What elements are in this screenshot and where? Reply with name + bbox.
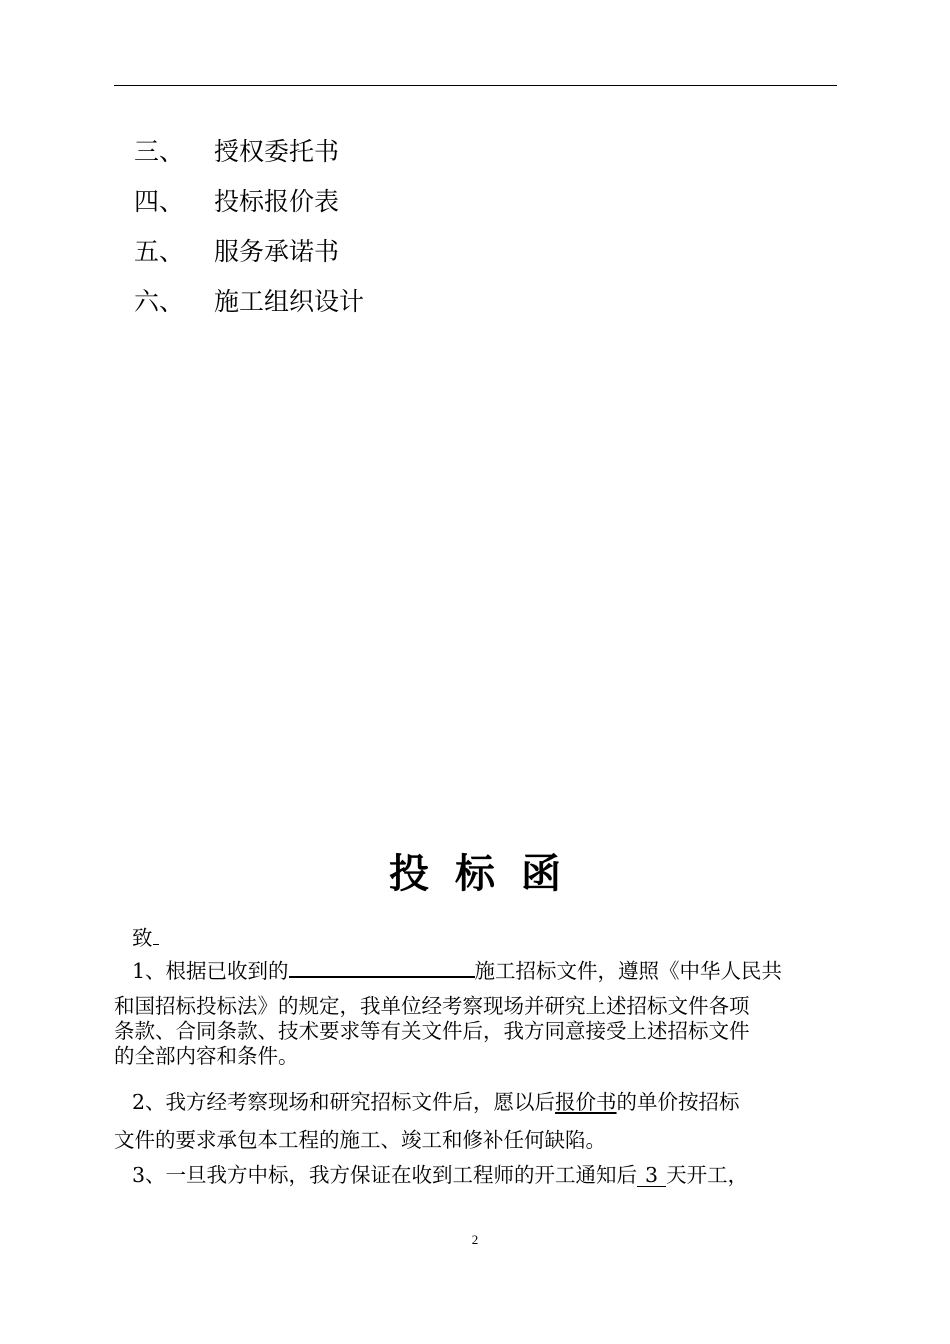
recipient-label: 致 xyxy=(132,926,153,950)
paragraph-1-line-3: 条款、合同条款、技术要求等有关文件后，我方同意接受上述招标文件 xyxy=(114,1019,750,1043)
document-title: 投标函 xyxy=(389,850,587,897)
paragraph-2-line-2: 文件的要求承包本工程的施工、竣工和修补任何缺陷。 xyxy=(114,1128,606,1152)
paragraph-1-text-a: 1、根据已收到的 xyxy=(132,959,289,983)
toc-item xyxy=(134,282,364,332)
paragraph-1-line-2: 和国招标投标法》的规定，我单位经考察现场并研究上述招标文件各项 xyxy=(114,994,750,1018)
table-of-contents xyxy=(134,132,364,332)
paragraph-3 xyxy=(114,1158,837,1192)
toc-item-number: 三、 xyxy=(134,137,185,166)
toc-item-number: 六、 xyxy=(134,287,185,316)
toc-item-label: 服务承诺书 xyxy=(214,237,340,266)
paragraph-3-text-b: 天开工， xyxy=(666,1163,749,1187)
paragraph-2 xyxy=(114,1083,837,1159)
paragraph-2-line-1 xyxy=(114,1083,837,1121)
paragraph-3-text-a: 3、一旦我方中标，我方保证在收到工程师的开工通知后 xyxy=(132,1163,638,1187)
paragraph-2-text-a: 2、我方经考察现场和研究招标文件后，愿以后 xyxy=(132,1090,556,1114)
recipient-line xyxy=(132,922,855,953)
paragraph-1-line-4: 的全部内容和条件。 xyxy=(114,1044,299,1068)
toc-item-number: 五、 xyxy=(134,237,185,266)
toc-item-number: 四、 xyxy=(134,187,185,216)
page-number: 2 xyxy=(471,1232,479,1247)
toc-item-label: 授权委托书 xyxy=(214,137,340,166)
recipient-blank xyxy=(153,922,159,945)
toc-item xyxy=(134,232,364,282)
start-days-value: 3 xyxy=(637,1164,666,1187)
paragraph-1 xyxy=(114,956,837,1069)
paragraph-1-line-1 xyxy=(114,956,837,994)
quotation-link: 报价书 xyxy=(555,1090,617,1114)
header-rule xyxy=(114,85,837,86)
paragraph-2-text-b: 的单价按招标 xyxy=(616,1090,740,1114)
paragraph-3-line-1 xyxy=(114,1158,837,1192)
toc-item-label: 施工组织设计 xyxy=(214,287,365,316)
toc-item xyxy=(134,132,364,182)
toc-item-label: 投标报价表 xyxy=(214,187,340,216)
document-name-blank xyxy=(289,956,475,978)
paragraph-1-text-b: 施工招标文件，遵照《中华人民共 xyxy=(474,959,783,983)
toc-item xyxy=(134,182,364,232)
